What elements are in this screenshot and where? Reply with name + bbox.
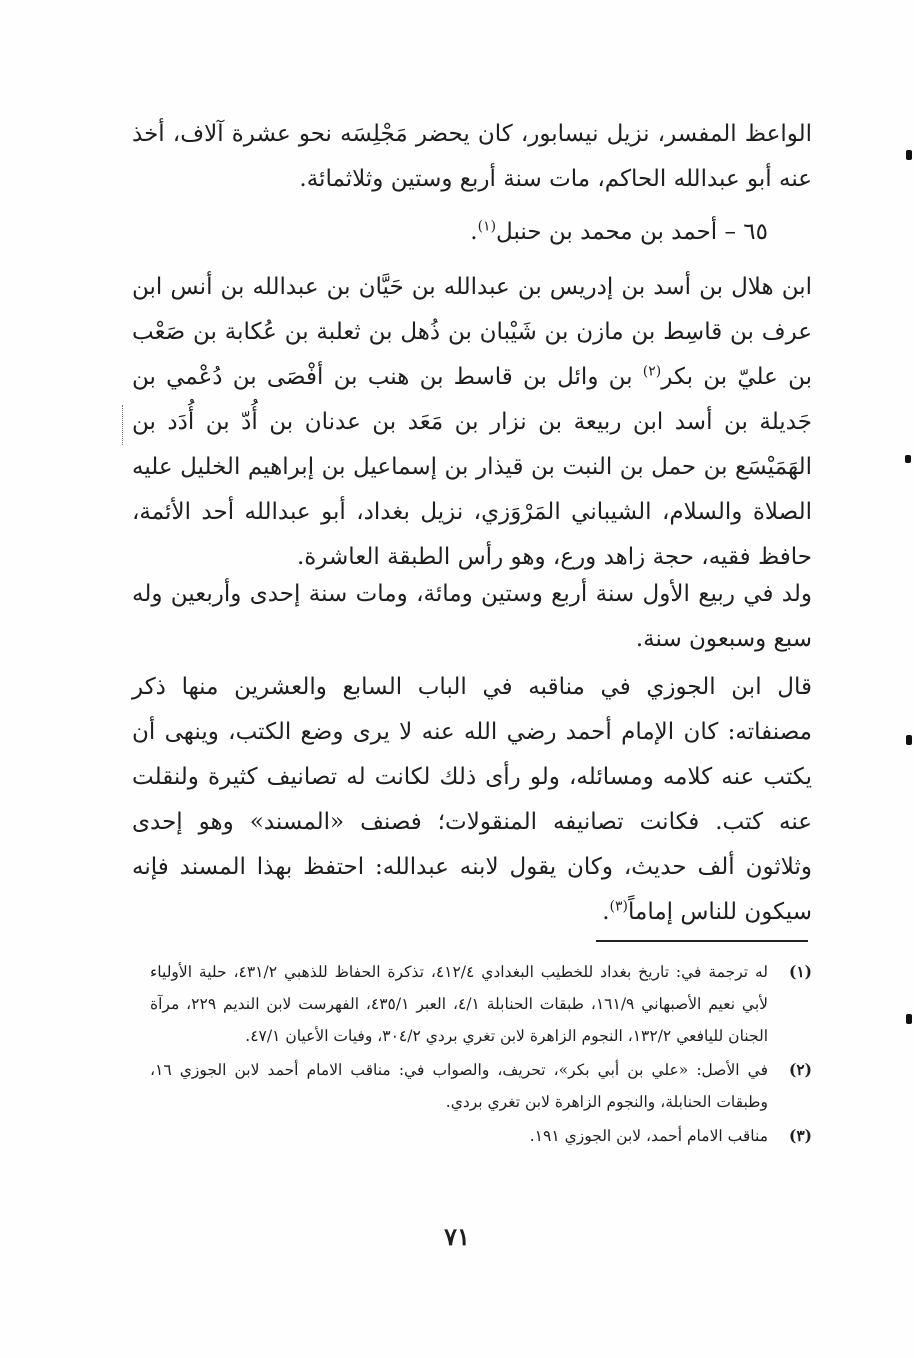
birth-death-text: ولد في ربيع الأول سنة أربع وستين ومائة، ومات سنة إحدى وأربعين وله سبع وسبعون سنة. [132, 581, 812, 652]
footnote-2-number: (٢) [788, 1060, 812, 1079]
scan-mark [906, 150, 912, 160]
footnote-ref-1[interactable]: (١) [477, 218, 497, 235]
paragraph-works [132, 665, 812, 935]
lineage-text-a: ابن هلال بن أسد بن إدريس بن عبدالله بن حَيَّان بن عبدالله بن أنس ابن عرف بن قاسِط بن مازن بن شَيْبان بن ذُهل بن ثعلبة بن عُكابة بن صَعْب بن عليّ بن بكر [132, 274, 812, 390]
page-number: ٧١ [444, 1222, 470, 1251]
paragraph-lineage [132, 265, 812, 580]
paragraph-intro-text: الواعظ المفسر، نزيل نيسابور، كان يحضر مَجْلِسَه نحو عشرة آلاف، أخذ عنه أبو عبدالله الحاكم، مات سنة أربع وستين وثلاثمائة. [132, 121, 812, 192]
paragraph-intro [132, 112, 812, 202]
footnote-3 [150, 1120, 812, 1152]
footnote-1-number: (١) [788, 962, 812, 981]
footnote-3-number: (٣) [788, 1126, 812, 1145]
scan-mark [905, 455, 911, 463]
footnote-2 [150, 1054, 812, 1118]
paragraph-birth-death [132, 572, 812, 662]
entry-heading [470, 210, 768, 255]
footnote-3-text: مناقب الامام أحمد، لابن الجوزي ١٩١. [529, 1127, 768, 1145]
footnote-ref-2[interactable]: (٢) [642, 363, 662, 380]
footnote-ref-3[interactable]: (٣) [609, 898, 628, 915]
footnote-1-text: له ترجمة في: تاريخ بغداد للخطيب البغدادي ٤١٢/٤، تذكرة الحفاظ للذهبي ٤٣١/٢، حلية الأولياء لأبي نعيم الأصبهاني ١٦١/٩، طبقات الحنابلة ٤/١، العبر ٤٣٥/١، الفهرست لابن النديم ٢٢٩، مرآة الجنان لليافعي ١٣٢/٢، النجوم الزاهرة لابن تغري بردي ٣٠٤/٢، وفيات الأعيان ٤٧/١. [150, 963, 768, 1045]
entry-end: . [470, 219, 478, 245]
works-text: قال ابن الجوزي في مناقبه في الباب السابع والعشرين منها ذكر مصنفاته: كان الإمام أحمد رضي الله عنه لا يرى وضع الكتب، وينهى أن يكتب عنه كلامه ومسائله، ولو رأى ذلك لكانت له تصانيف كثيرة ولنقلت عنه كتب. فكانت تصانيفه المنقولات؛ فصنف «المسند» وهو إحدى وثلاثون ألف حديث، وكان يقول لابنه عبدالله: احتفظ بهذا المسند فإنه سيكون للناس إماماً [132, 674, 812, 925]
entry-number: ٦٥ – [724, 219, 768, 245]
footnote-1 [150, 956, 812, 1052]
footnote-divider [596, 940, 808, 942]
scan-mark [906, 1014, 912, 1024]
lineage-text-b: بن وائل بن قاسط بن هنب بن أفْصَى بن دُعْمي بن جَديلة بن أسد ابن ربيعة بن نزار بن مَعَد بن عدنان بن أُدّ بن أُدَد بن الهَمَيْسَع بن حمل بن النبت بن قيذار بن إسماعيل بن إبراهيم الخليل عليه الصلاة والسلام، الشيباني المَرْوَزي، نزيل بغداد، أبو عبدالله أحد الأئمة، حافظ فقيه، حجة زاهد ورع، وهو رأس الطبقة العاشرة. [132, 364, 812, 570]
works-end: . [602, 899, 610, 925]
footnotes-section [150, 956, 812, 1154]
footnote-2-text: في الأصل: «علي بن أبي بكر»، تحريف، والصواب في: مناقب الامام أحمد لابن الجوزي ١٦، وطبقات الحنابلة، والنجوم الزاهرة لابن تغري بردي. [150, 1061, 768, 1111]
scan-mark [906, 735, 912, 745]
entry-name: أحمد بن محمد بن حنبل [496, 219, 718, 245]
scan-artifact-line [122, 405, 123, 445]
